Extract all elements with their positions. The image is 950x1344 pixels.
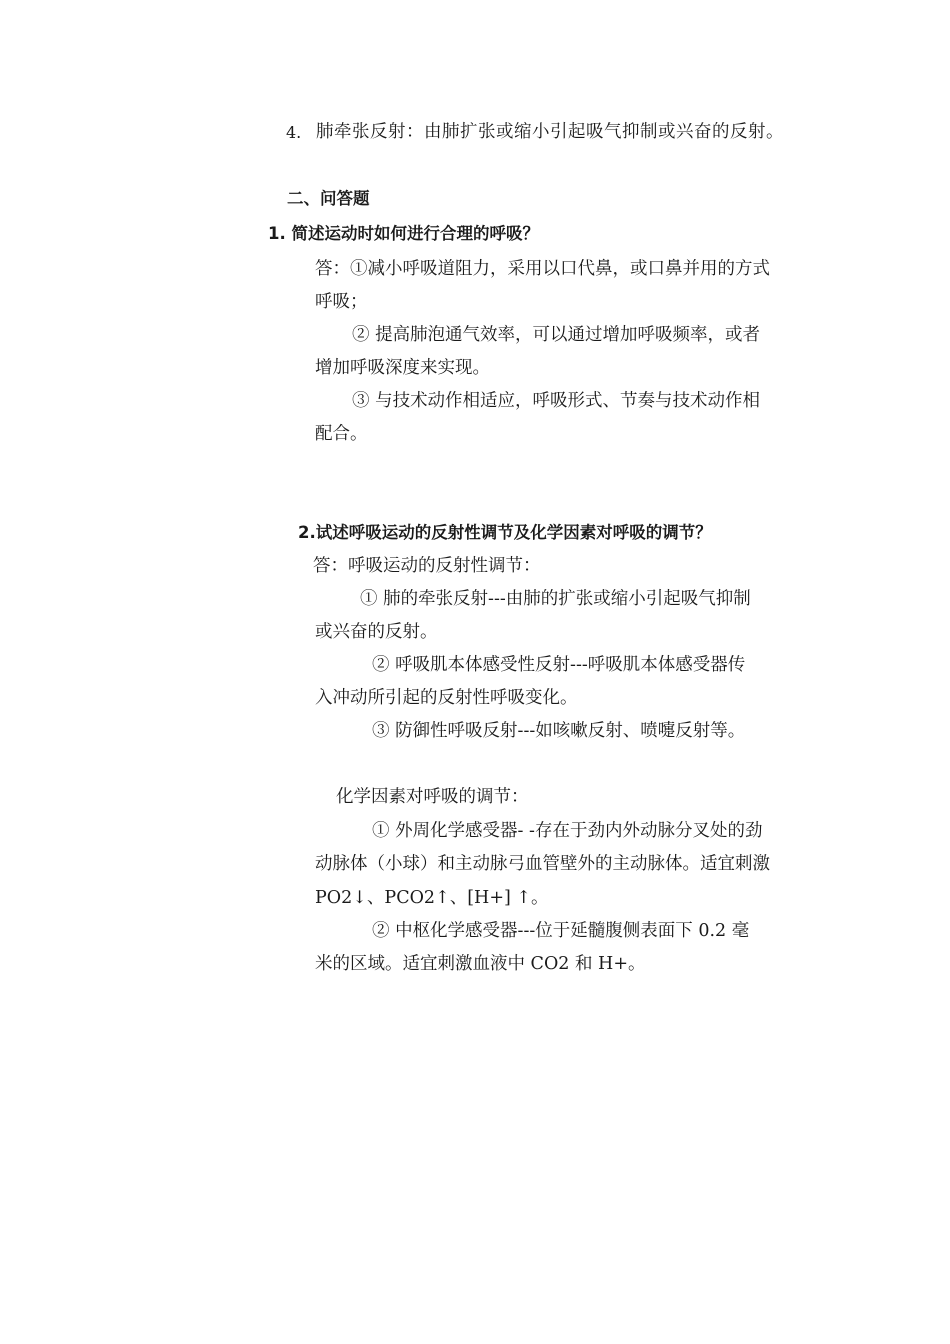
section-title: 二、问答题 (287, 189, 370, 208)
answer-1-line: ③ 与技术动作相适应，呼吸形式、节奏与技术动作相 (352, 391, 761, 411)
answer-2-line: 答：呼吸运动的反射性调节： (313, 556, 541, 576)
answer-2-line: 或兴奋的反射。 (315, 622, 438, 642)
answer-1-line: 增加呼吸深度来实现。 (315, 358, 490, 378)
answer-2-line: 入冲动所引起的反射性呼吸变化。 (315, 688, 578, 708)
answer-2-line: ② 呼吸肌本体感受性反射---呼吸肌本体感受器传 (372, 655, 746, 675)
answer-2-line: 米的区域。适宜刺激血液中 CO2 和 H+。 (315, 954, 646, 974)
chemical-regulation-heading: 化学因素对呼吸的调节： (336, 787, 529, 807)
answer-2-line: ① 外周化学感受器- -存在于劲内外动脉分叉处的劲 (372, 821, 763, 841)
answer-1-line: 呼吸； (315, 292, 368, 312)
question-1-title: 1. 简述运动时如何进行合理的呼吸？ (268, 224, 539, 243)
answer-2-line: PO2↓、PCO2↑、[H+] ↑。 (315, 888, 549, 908)
definition-text: 肺牵张反射：由肺扩张或缩小引起吸气抑制或兴奋的反射。 (316, 122, 784, 142)
answer-1-line: ② 提高肺泡通气效率，可以通过增加呼吸频率，或者 (352, 325, 761, 345)
question-2-title: 2.试述呼吸运动的反射性调节及化学因素对呼吸的调节？ (298, 523, 712, 542)
answer-2-line: 动脉体（小球）和主动脉弓血管壁外的主动脉体。适宜刺激 (315, 854, 770, 874)
answer-1-line: 答：①减小呼吸道阻力，采用以口代鼻，或口鼻并用的方式 (315, 259, 770, 279)
answer-2-line: ① 肺的牵张反射---由肺的扩张或缩小引起吸气抑制 (360, 589, 751, 609)
answer-2-line: ② 中枢化学感受器---位于延髓腹侧表面下 0.2 毫 (372, 921, 750, 941)
answer-2-line: ③ 防御性呼吸反射---如咳嗽反射、喷嚏反射等。 (372, 721, 746, 741)
definition-number: 4. (286, 123, 302, 142)
answer-1-line: 配合。 (315, 424, 368, 444)
